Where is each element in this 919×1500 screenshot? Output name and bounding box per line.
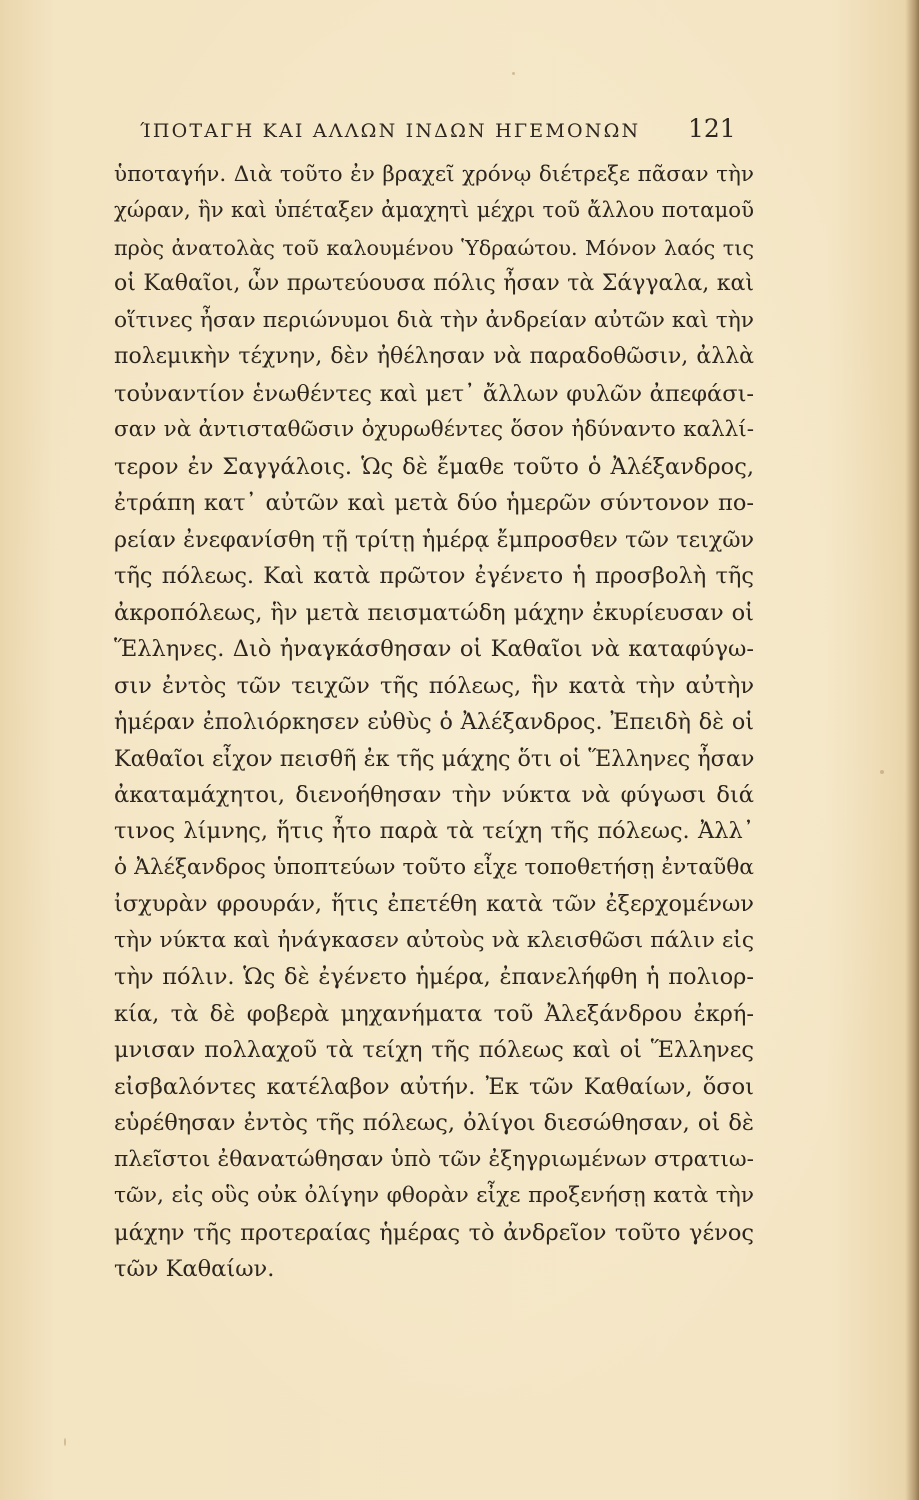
text-line: οἵτινες ἦσαν περιώνυμοι διὰ τὴν ἀνδρείαν αὐτῶν καὶ τὴν: [114, 307, 754, 333]
text-line: ἰσχυρὰν φρουράν, ἥτις ἐπετέθη κατὰ τῶν ἐξερχομένων: [114, 891, 754, 918]
text-line: ρείαν ἐνεφανίσθη τῇ τρίτῃ ἡμέρᾳ ἔμπροσθεν τῶν τειχῶν: [114, 526, 754, 553]
text-line: τῶν, εἰς οὓς οὐκ ὀλίγην φθορὰν εἶχε προξενήσῃ κατὰ τὴν: [114, 1183, 754, 1209]
text-line: ἀκαταμάχητοι, διενοήθησαν τὴν νύκτα νὰ φύγωσι διά: [114, 781, 754, 808]
text-line: μνισαν πολλαχοῦ τὰ τείχη τῆς πόλεως καὶ οἱ Ἕλληνες: [114, 1037, 754, 1064]
text-line: Ἕλληνες. Διὸ ἠναγκάσθησαν οἱ Καθαῖοι νὰ καταφύγω-: [114, 636, 754, 663]
paper-spot: [880, 770, 884, 774]
text-line: Καθαῖοι εἶχον πεισθῆ ἐκ τῆς μάχης ὅτι οἱ Ἕλληνες ἦσαν: [114, 745, 755, 772]
text-line: τὴν πόλιν. Ὡς δὲ ἐγένετο ἡμέρα, ἐπανελήφθη ἡ πολιορ-: [114, 964, 754, 991]
paper-spot: [512, 72, 515, 75]
text-line: οἱ Καθαῖοι, ὧν πρωτεύουσα πόλις ἦσαν τὰ Σάγγαλα, καὶ: [114, 271, 754, 297]
body-text: [114, 157, 754, 1288]
text-line: πλεῖστοι ἐθανατώθησαν ὑπὸ τῶν ἐξηγριωμένων στρατιω-: [114, 1146, 754, 1172]
text-line: εὑρέθησαν ἐντὸς τῆς πόλεως, ὀλίγοι διεσώθησαν, οἱ δὲ: [114, 1110, 754, 1137]
paper-spot: [64, 1438, 66, 1446]
text-line: πολεμικὴν τέχνην, δὲν ἠθέλησαν νὰ παραδοθῶσιν, ἀλλὰ: [114, 344, 754, 370]
text-line: κία, τὰ δὲ φοβερὰ μηχανήματα τοῦ Ἀλεξάνδρου ἐκρή-: [114, 1000, 754, 1027]
text-line: τινος λίμνης, ἥτις ἦτο παρὰ τὰ τείχη τῆς πόλεως. Ἀλλ᾽: [114, 818, 754, 845]
text-line: τὴν νύκτα καὶ ἠνάγκασεν αὐτοὺς νὰ κλεισθῶσι πάλιν εἰς: [114, 927, 754, 953]
text-line: ἀκροπόλεως, ἣν μετὰ πεισματώδη μάχην ἐκυρίευσαν οἱ: [114, 599, 754, 626]
text-line: χώραν, ἣν καὶ ὑπέταξεν ἀμαχητὶ μέχρι τοῦ ἄλλου ποταμοῦ: [114, 198, 754, 224]
running-head: ΊΠΟΤΑΓΗ ΚΑΙ ΑΛΛΩΝ ΙΝΔΩΝ ΗΓΕΜΟΝΩΝ: [140, 120, 641, 142]
text-line: σιν ἐντὸς τῶν τειχῶν τῆς πόλεως, ἣν κατὰ τὴν αὐτὴν: [114, 672, 754, 699]
page-number: 121: [688, 114, 736, 143]
text-line: ὑποταγήν. Διὰ τοῦτο ἐν βραχεῖ χρόνῳ διέτρεξε πᾶσαν τὴν: [114, 162, 754, 187]
text-line: πρὸς ἀνατολὰς τοῦ καλουμένου Ὑδραώτου. Μόνον λαός τις: [114, 235, 754, 260]
text-line: ὁ Ἀλέξανδρος ὑποπτεύων τοῦτο εἶχε τοποθετήσῃ ἐνταῦθα: [114, 854, 754, 880]
text-line: εἰσβαλόντες κατέλαβον αὐτήν. Ἐκ τῶν Καθαίων, ὅσοι: [114, 1073, 754, 1100]
text-line: τῆς πόλεως. Καὶ κατὰ πρῶτον ἐγένετο ἡ προσβολὴ τῆς: [114, 563, 754, 590]
page-edge-shadow: [905, 0, 919, 1500]
text-line: μάχην τῆς προτεραίας ἡμέρας τὸ ἀνδρεῖον τοῦτο γένος: [114, 1219, 754, 1246]
text-line: ἡμέραν ἐπολιόρκησεν εὐθὺς ὁ Ἀλέξανδρος. Ἐπειδὴ δὲ οἱ: [114, 709, 754, 736]
text-line: τῶν Καθαίων.: [114, 1256, 275, 1283]
text-line: τοὐναντίον ἑνωθέντες καὶ μετ᾽ ἄλλων φυλῶν ἀπεφάσι-: [114, 380, 754, 407]
text-line: ἐτράπη κατ᾽ αὐτῶν καὶ μετὰ δύο ἡμερῶν σύντονον πο-: [114, 490, 754, 517]
text-line: τερον ἐν Σαγγάλοις. Ὡς δὲ ἔμαθε τοῦτο ὁ Ἀλέξανδρος,: [114, 453, 754, 480]
text-line: σαν νὰ ἀντισταθῶσιν ὀχυρωθέντες ὅσον ἠδύναντο καλλί-: [114, 417, 754, 443]
